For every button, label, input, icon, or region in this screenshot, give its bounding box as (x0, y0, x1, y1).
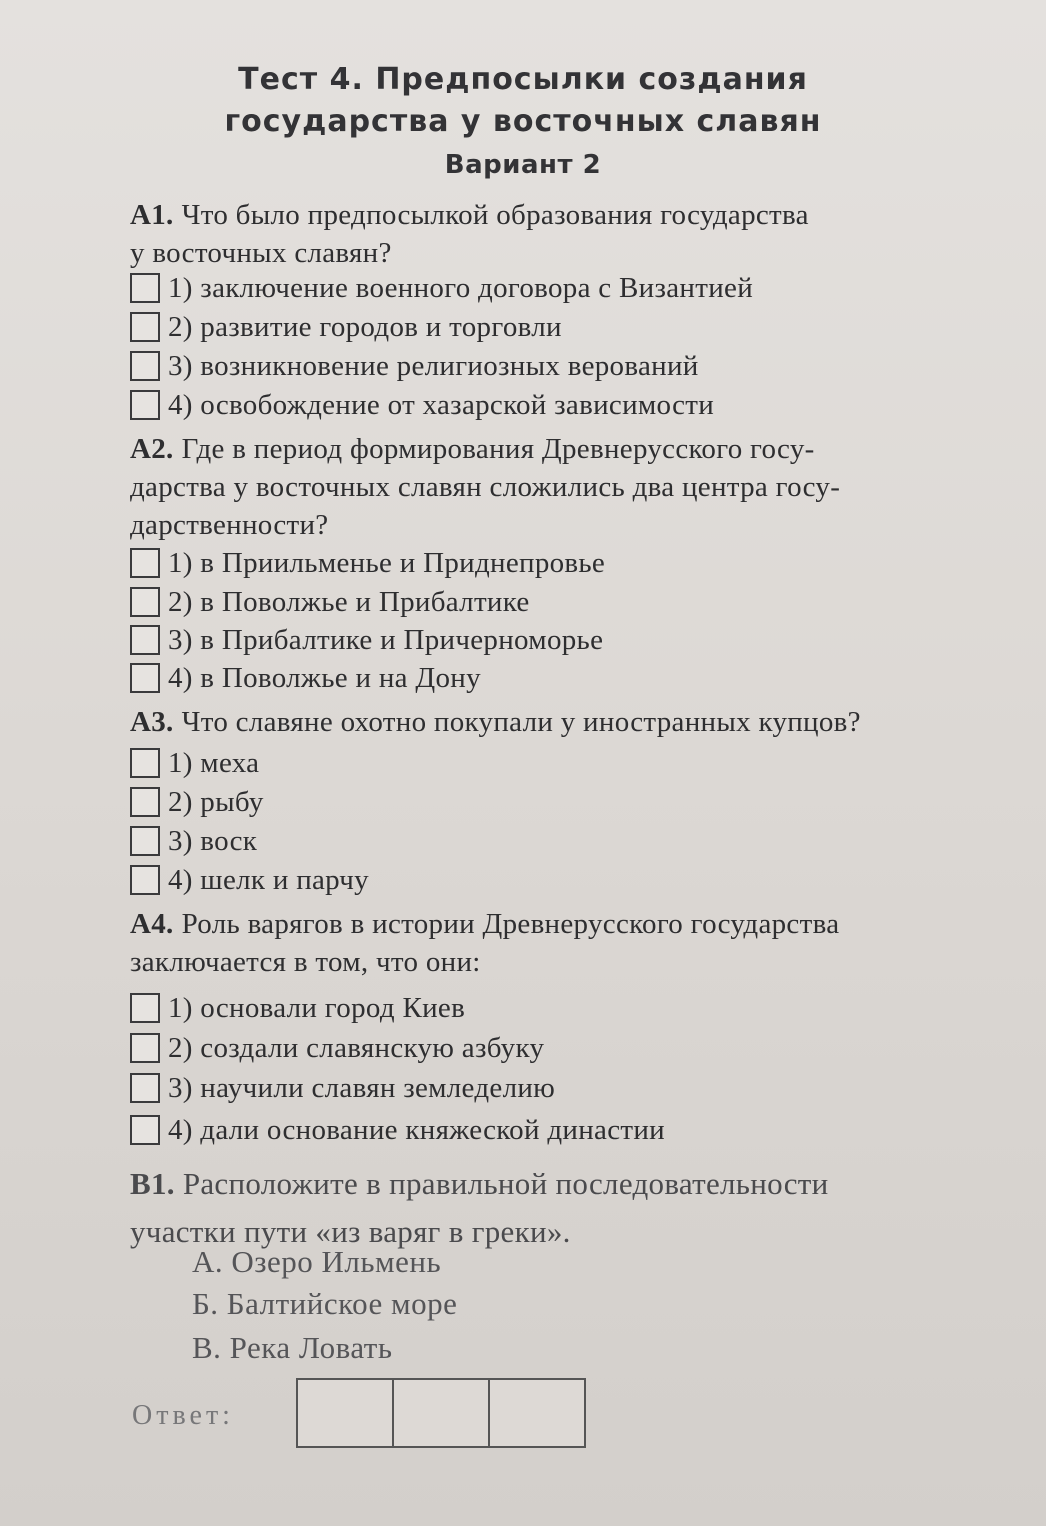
option-label: 4) шелк и парчу (168, 863, 369, 896)
question-a1 (130, 196, 1010, 272)
question-text-line: Что было предпосылкой образования государства (181, 199, 809, 231)
answer-checkbox[interactable] (130, 748, 160, 778)
sequence-item: В. Река Ловать (192, 1330, 393, 1365)
page-title-line2: государства у восточных славян (224, 104, 822, 139)
option-label: 1) основали город Киев (168, 991, 466, 1024)
option-a1-1[interactable] (130, 270, 753, 306)
option-label: 1) в Приильменье и Приднепровье (168, 546, 606, 579)
question-text-line: у восточных славян? (130, 237, 392, 269)
option-label: 4) в Поволжье и на Дону (168, 661, 481, 694)
answer-checkbox[interactable] (130, 390, 160, 420)
question-text-line: дарства у восточных славян сложились два центра госу- (130, 471, 841, 503)
option-a2-3[interactable] (130, 622, 603, 658)
answer-checkbox[interactable] (130, 1115, 160, 1145)
sequence-item: Б. Балтийское море (192, 1286, 458, 1321)
answer-checkbox[interactable] (130, 1073, 160, 1103)
question-text-line: Где в период формирования Древнерусского госу- (181, 433, 815, 465)
option-a4-4[interactable] (130, 1112, 665, 1148)
question-number: А3. (130, 706, 174, 738)
variant-label: Вариант 2 (444, 150, 602, 180)
option-a4-1[interactable] (130, 990, 465, 1026)
option-label: 3) научили славян земледелию (168, 1071, 556, 1104)
answer-checkbox[interactable] (130, 351, 160, 381)
answer-checkbox[interactable] (130, 587, 160, 617)
question-number: В1. (130, 1166, 175, 1201)
answer-cell[interactable] (298, 1380, 394, 1446)
option-a3-2[interactable] (130, 784, 264, 820)
answer-checkbox[interactable] (130, 865, 160, 895)
answer-checkbox[interactable] (130, 826, 160, 856)
question-text-line: Расположите в правильной последовательности (182, 1166, 829, 1201)
option-label: 3) возникновение религиозных верований (168, 349, 699, 382)
option-a2-1[interactable] (130, 545, 605, 581)
question-text-line: дарственности? (130, 509, 329, 541)
question-text-line: Что славяне охотно покупали у иностранных купцов? (181, 706, 861, 738)
question-text-line: Роль варягов в истории Древнерусского государства (181, 908, 840, 940)
option-label: 2) в Поволжье и Прибалтике (168, 585, 530, 618)
option-label: 3) воск (168, 824, 258, 857)
option-a4-2[interactable] (130, 1030, 544, 1066)
answer-checkbox[interactable] (130, 273, 160, 303)
answer-checkbox[interactable] (130, 787, 160, 817)
option-label: 4) освобождение от хазарской зависимости (168, 388, 715, 421)
answer-checkbox[interactable] (130, 312, 160, 342)
option-label: 2) создали славянскую азбуку (168, 1031, 545, 1064)
answer-cell[interactable] (490, 1380, 584, 1446)
answer-checkbox[interactable] (130, 625, 160, 655)
option-a3-1[interactable] (130, 745, 259, 781)
option-label: 2) рыбу (168, 785, 264, 818)
answer-cell[interactable] (394, 1380, 490, 1446)
page-title: Тест 4. Предпосылки создания (238, 62, 808, 97)
option-label: 1) заключение военного договора с Византией (168, 271, 754, 304)
option-label: 4) дали основание княжеской династии (168, 1113, 665, 1146)
question-number: А4. (130, 908, 174, 940)
answer-checkbox[interactable] (130, 993, 160, 1023)
option-a1-4[interactable] (130, 387, 714, 423)
question-a4 (130, 905, 1010, 981)
sequence-item: А. Озеро Ильмень (192, 1244, 442, 1279)
question-number: А2. (130, 433, 174, 465)
option-a3-4[interactable] (130, 862, 369, 898)
answer-grid (296, 1378, 586, 1448)
answer-label: Ответ: (132, 1400, 234, 1431)
answer-checkbox[interactable] (130, 1033, 160, 1063)
question-text-line: участки пути «из варяг в греки». (130, 1214, 571, 1249)
question-number: А1. (130, 199, 174, 231)
answer-checkbox[interactable] (130, 663, 160, 693)
option-a1-2[interactable] (130, 309, 562, 345)
question-a3 (130, 703, 1010, 741)
option-label: 3) в Прибалтике и Причерноморье (168, 623, 604, 656)
option-label: 2) развитие городов и торговли (168, 310, 562, 343)
option-a3-3[interactable] (130, 823, 257, 859)
question-b1 (130, 1160, 1010, 1256)
option-a1-3[interactable] (130, 348, 699, 384)
option-a4-3[interactable] (130, 1070, 555, 1106)
answer-checkbox[interactable] (130, 548, 160, 578)
question-a2 (130, 430, 1010, 544)
question-text-line: заключается в том, что они: (130, 946, 481, 978)
option-a2-4[interactable] (130, 660, 481, 696)
option-label: 1) меха (168, 746, 260, 779)
option-a2-2[interactable] (130, 584, 530, 620)
